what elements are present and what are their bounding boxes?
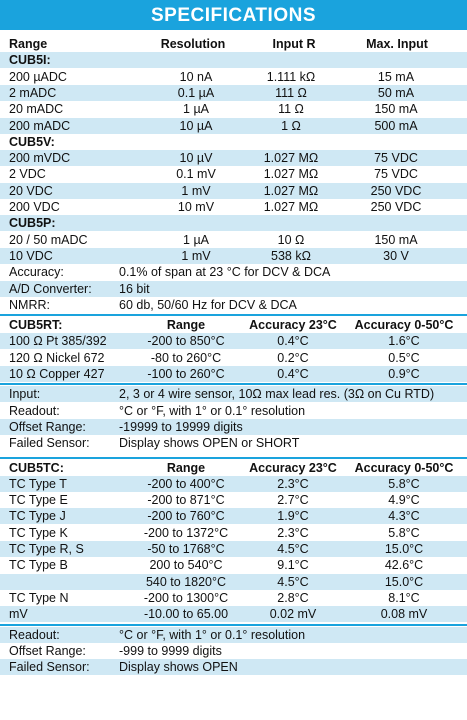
note-label: Failed Sensor: — [9, 436, 90, 451]
table-cell: TC Type T — [9, 476, 67, 491]
table-cell: TC Type K — [9, 525, 68, 540]
note-row — [0, 643, 467, 659]
note-row — [0, 386, 467, 402]
table-row — [0, 606, 467, 622]
table-cell: 0.1 mV — [176, 167, 216, 182]
note-value: Display shows OPEN — [119, 660, 238, 675]
table-cell: 200 mVDC — [9, 151, 71, 166]
group-label-text: CUB5P: — [9, 216, 56, 231]
section-header: CUB5RT: — [9, 318, 63, 333]
table-row — [0, 476, 467, 492]
table-cell: 10 µA — [179, 118, 213, 133]
table-cell: 0.02 mV — [269, 607, 317, 622]
table-row — [0, 557, 467, 573]
table-cell: 0.4°C — [277, 334, 309, 349]
table-cell: 4.5°C — [277, 542, 309, 556]
table-cell: TC Type J — [9, 509, 66, 524]
table-cell: 200 to 540°C — [149, 558, 223, 573]
table-cell: 1.111 kΩ — [266, 69, 316, 84]
note-label: Input: — [9, 387, 41, 402]
table-cell: -200 to 760°C — [147, 509, 225, 524]
table-cell: 8.1°C — [388, 590, 420, 605]
table-cell: 0.08 mV — [380, 607, 428, 622]
table-cell: 4.3°C — [388, 509, 420, 524]
table-row — [0, 183, 467, 199]
table-cell: -200 to 400°C — [147, 476, 225, 491]
table-cell: 11 Ω — [278, 102, 304, 117]
table-row — [0, 541, 467, 557]
table-row — [0, 492, 467, 508]
section-divider — [0, 624, 467, 626]
spec-title: SPECIFICATIONS — [0, 0, 467, 30]
table-row — [0, 333, 467, 349]
table-cell: 4.5°C — [277, 574, 309, 589]
table-cell: 2 VDC — [9, 167, 46, 182]
note-label: Readout: — [9, 403, 60, 418]
note-row — [0, 419, 467, 435]
table-cell: 2.3°C — [277, 476, 309, 491]
table-cell: -80 to 260°C — [150, 350, 222, 365]
table-cell: 100 Ω Pt 385/392 — [9, 334, 107, 349]
table-row — [0, 199, 467, 215]
general-spec-row — [0, 264, 467, 280]
table-cell: 1.9°C — [277, 509, 309, 524]
spec-value: 60 db, 50/60 Hz for DCV & DCA — [119, 297, 297, 312]
section-header: Accuracy 23°C — [249, 318, 337, 333]
table-row — [0, 166, 467, 182]
table-row — [0, 248, 467, 264]
table-cell: 150 mA — [374, 232, 418, 247]
table-cell: 111 Ω — [275, 85, 307, 100]
table-cell: 120 Ω Nickel 672 — [9, 350, 105, 365]
table-cell: 0.1 µA — [177, 85, 215, 100]
spec-label: A/D Converter: — [9, 281, 92, 296]
table-cell: 10 Ω — [277, 232, 305, 247]
section-divider — [0, 457, 467, 459]
table-cell: 250 VDC — [370, 183, 422, 198]
table-row — [0, 118, 467, 134]
section-divider — [0, 383, 467, 385]
table-cell: 10 nA — [179, 69, 213, 84]
section-header: Range — [166, 318, 206, 333]
note-value: -19999 to 19999 digits — [119, 419, 243, 434]
table-cell: 1.6°C — [388, 334, 420, 349]
table-cell: 20 mADC — [9, 102, 64, 117]
table-cell: -200 to 871°C — [147, 493, 225, 508]
spec-value: 16 bit — [119, 281, 150, 296]
group-label-text: CUB5V: — [9, 134, 55, 149]
table-cell: 1 mV — [181, 183, 211, 198]
table-row — [0, 574, 467, 590]
table-row — [0, 69, 467, 85]
table-cell: 540 to 1820°C — [145, 574, 227, 589]
table-cell: -50 to 1768°C — [147, 542, 225, 556]
table-cell: 20 VDC — [9, 183, 53, 198]
column-header: Input R — [272, 37, 316, 51]
table-cell: 1.027 MΩ — [263, 200, 319, 214]
table-cell: 50 mA — [377, 85, 415, 100]
section-header: Range — [166, 460, 206, 475]
note-value: -999 to 9999 digits — [119, 643, 222, 658]
table-cell: TC Type R, S — [9, 542, 84, 556]
section-divider — [0, 314, 467, 316]
table-row — [0, 150, 467, 166]
section-header-row — [0, 317, 467, 333]
note-row — [0, 403, 467, 419]
note-label: Offset Range: — [9, 643, 86, 658]
table-cell: 538 kΩ — [271, 248, 311, 263]
general-spec-row — [0, 281, 467, 297]
table-cell: 15.0°C — [384, 542, 424, 556]
table-cell: -200 to 1300°C — [143, 590, 229, 605]
group-label — [0, 215, 467, 231]
table-cell: 1.027 MΩ — [263, 151, 319, 166]
column-header: Max. Input — [366, 37, 428, 51]
column-header-row — [0, 36, 467, 52]
table-cell: 0.5°C — [388, 350, 420, 365]
group-label — [0, 134, 467, 150]
table-cell: 2 mADC — [9, 85, 57, 100]
note-value: °C or °F, with 1° or 0.1° resolution — [119, 627, 306, 642]
table-cell: -200 to 850°C — [147, 334, 225, 349]
section-header: Accuracy 23°C — [249, 460, 337, 475]
table-cell: 5.8°C — [388, 525, 420, 540]
table-cell: 42.6°C — [384, 558, 424, 573]
table-cell: 30 V — [383, 248, 409, 263]
table-row — [0, 350, 467, 366]
table-cell: 9.1°C — [277, 558, 309, 573]
note-label: Failed Sensor: — [9, 660, 90, 675]
table-cell: mV — [9, 607, 28, 622]
table-cell: 1 µA — [183, 102, 209, 117]
table-cell: 20 / 50 mADC — [9, 232, 88, 247]
section-header-row — [0, 460, 467, 476]
table-cell: 5.8°C — [388, 476, 420, 491]
table-cell: 75 VDC — [374, 151, 418, 166]
section-header: CUB5TC: — [9, 460, 64, 475]
table-row — [0, 232, 467, 248]
table-cell: -100 to 260°C — [147, 367, 225, 381]
table-cell: -10.00 to 65.00 — [143, 607, 229, 622]
table-cell: 0.4°C — [277, 367, 309, 381]
table-cell: 1.027 MΩ — [263, 183, 319, 198]
note-label: Offset Range: — [9, 419, 86, 434]
general-spec-row — [0, 297, 467, 313]
note-label: Readout: — [9, 627, 60, 642]
table-cell: TC Type N — [9, 590, 69, 605]
note-value: Display shows OPEN or SHORT — [119, 436, 300, 451]
section-header: Accuracy 0-50°C — [354, 460, 454, 475]
spec-label: Accuracy: — [9, 265, 64, 280]
table-cell: 0.2°C — [277, 350, 309, 365]
table-cell: 75 VDC — [374, 167, 418, 182]
table-row — [0, 590, 467, 606]
table-cell: 10 VDC — [9, 248, 53, 263]
section-header: Accuracy 0-50°C — [354, 318, 454, 333]
table-cell: 1 Ω — [281, 118, 301, 133]
table-cell: 200 mADC — [9, 118, 71, 133]
table-cell: 10 µV — [179, 151, 213, 166]
column-header: Resolution — [160, 37, 226, 51]
table-cell: 500 mA — [374, 118, 418, 133]
table-cell: TC Type B — [9, 558, 68, 573]
table-cell: 15 mA — [377, 69, 415, 84]
table-cell: 4.9°C — [388, 493, 420, 508]
table-row — [0, 508, 467, 524]
table-cell: 10 mV — [177, 200, 215, 214]
note-value: °C or °F, with 1° or 0.1° resolution — [119, 403, 306, 418]
note-row — [0, 435, 467, 451]
table-cell: 1 µA — [183, 232, 209, 247]
column-header: Range — [9, 37, 48, 51]
table-row — [0, 525, 467, 541]
group-label-text: CUB5I: — [9, 53, 51, 68]
spec-label: NMRR: — [9, 297, 50, 312]
note-row — [0, 627, 467, 643]
table-cell: TC Type E — [9, 493, 68, 508]
table-cell: 1 mV — [181, 248, 211, 263]
table-row — [0, 101, 467, 117]
table-row — [0, 85, 467, 101]
table-cell: 150 mA — [374, 102, 418, 117]
table-cell: 2.3°C — [277, 525, 309, 540]
table-cell: 1.027 MΩ — [263, 167, 319, 182]
table-cell: 0.9°C — [388, 367, 420, 381]
table-cell: -200 to 1372°C — [143, 525, 229, 540]
group-label — [0, 52, 467, 68]
table-cell: 15.0°C — [384, 574, 424, 589]
table-cell: 250 VDC — [370, 200, 422, 214]
table-cell: 200 VDC — [9, 200, 60, 214]
spec-value: 0.1% of span at 23 °C for DCV & DCA — [119, 265, 331, 280]
note-value: 2, 3 or 4 wire sensor, 10Ω max lead res. (3Ω on Cu RTD) — [119, 387, 435, 402]
table-row — [0, 366, 467, 382]
note-row — [0, 659, 467, 675]
table-cell: 2.7°C — [277, 493, 309, 508]
table-cell: 10 Ω Copper 427 — [9, 367, 105, 381]
table-cell: 200 µADC — [9, 69, 67, 84]
table-cell: 2.8°C — [277, 590, 309, 605]
